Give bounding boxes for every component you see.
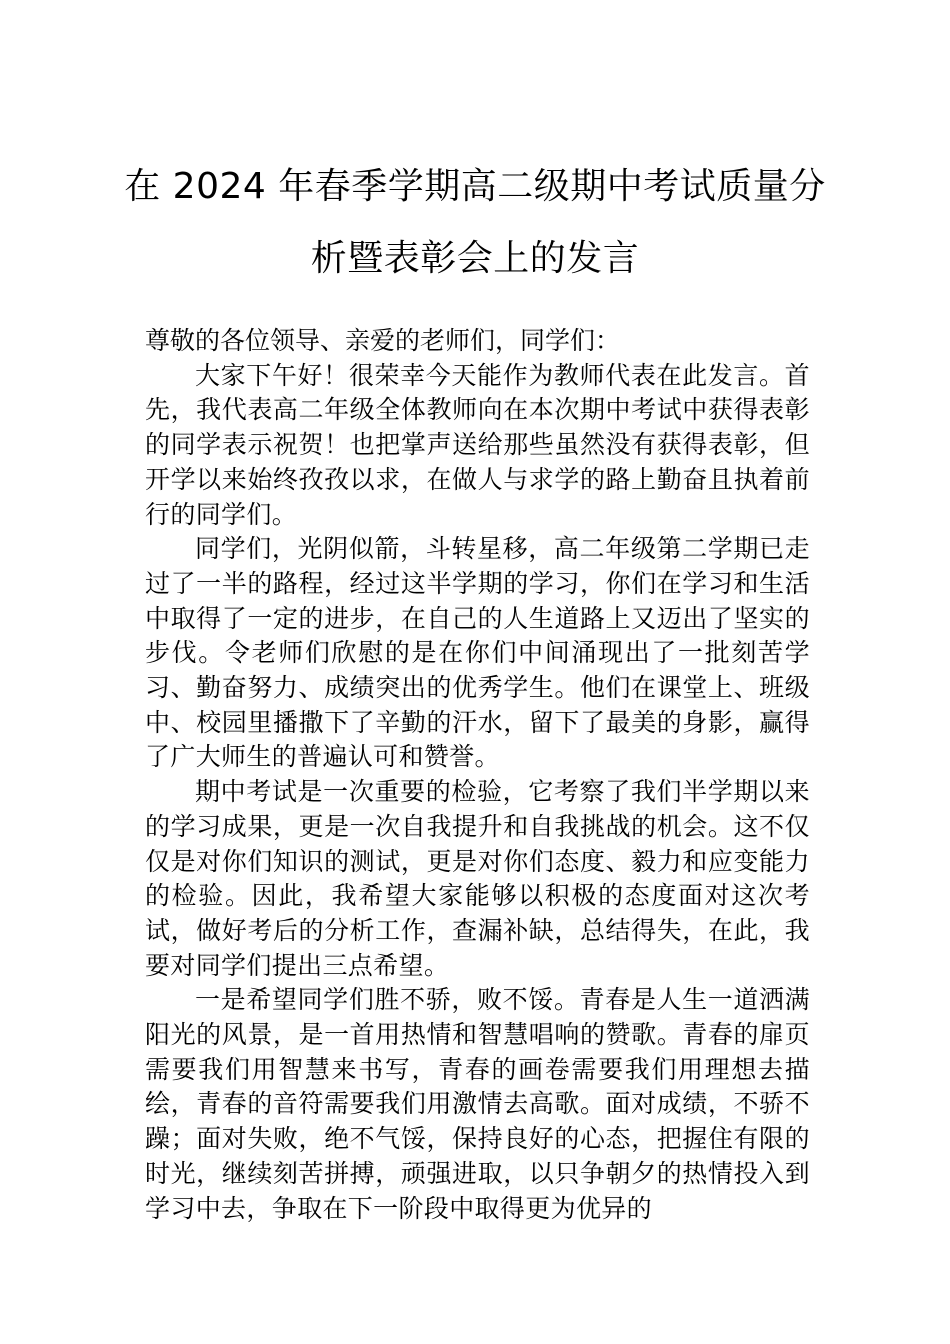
document-title-line-2: 析暨表彰会上的发言 [310,238,640,279]
document-body [145,324,810,1226]
salutation: 尊敬的各位领导、亲爱的老师们，同学们： [145,326,621,355]
paragraph-exam: 期中考试是一次重要的检验，它考察了我们半学期以来的学习成果，更是一次自我提升和自我挑战的机会。这不仅仅是对你们知识的测试，更是对你们态度、毅力和应变能力的检验。因此，我希望大家能够以积极的态度面对这次考试，做好考后的分析工作，查漏补缺，总结得失，在此，我要对同学们提出三点希望。 [145,777,810,980]
paragraph-greeting: 大家下午好！很荣幸今天能作为教师代表在此发言。首先，我代表高二年级全体教师向在本次期中考试中获得表彰的同学表示祝贺！也把掌声送给那些虽然没有获得表彰，但开学以来始终孜孜以求，在做人与求学的路上勤奋且执着前行的同学们。 [145,360,810,529]
paragraph-progress: 同学们，光阴似箭，斗转星移，高二年级第二学期已走过了一半的路程，经过这半学期的学习，你们在学习和生活中取得了一定的进步，在自己的人生道路上又迈出了坚实的步伐。令老师们欣慰的是在你们中间涌现出了一批刻苦学习、勤奋努力、成绩突出的优秀学生。他们在课堂上、班级中、校园里播撒下了辛勤的汗水，留下了最美的身影，赢得了广大师生的普遍认可和赞誉。 [145,534,810,772]
document-title-line-1: 在 2024 年春季学期高二级期中考试质量分 [124,166,826,207]
paragraph-hope-one: 一是希望同学们胜不骄，败不馁。青春是人生一道洒满阳光的风景，是一首用热情和智慧唱响的赞歌。青春的扉页需要我们用智慧来书写，青春的画卷需要我们用理想去描绘，青春的音符需要我们用激情去高歌。面对成绩，不骄不躁；面对失败，绝不气馁，保持良好的心态，把握住有限的时光，继续刻苦拼搏，顽强进取，以只争朝夕的热情投入到学习中去，争取在下一阶段中取得更为优异的 [145,985,810,1223]
